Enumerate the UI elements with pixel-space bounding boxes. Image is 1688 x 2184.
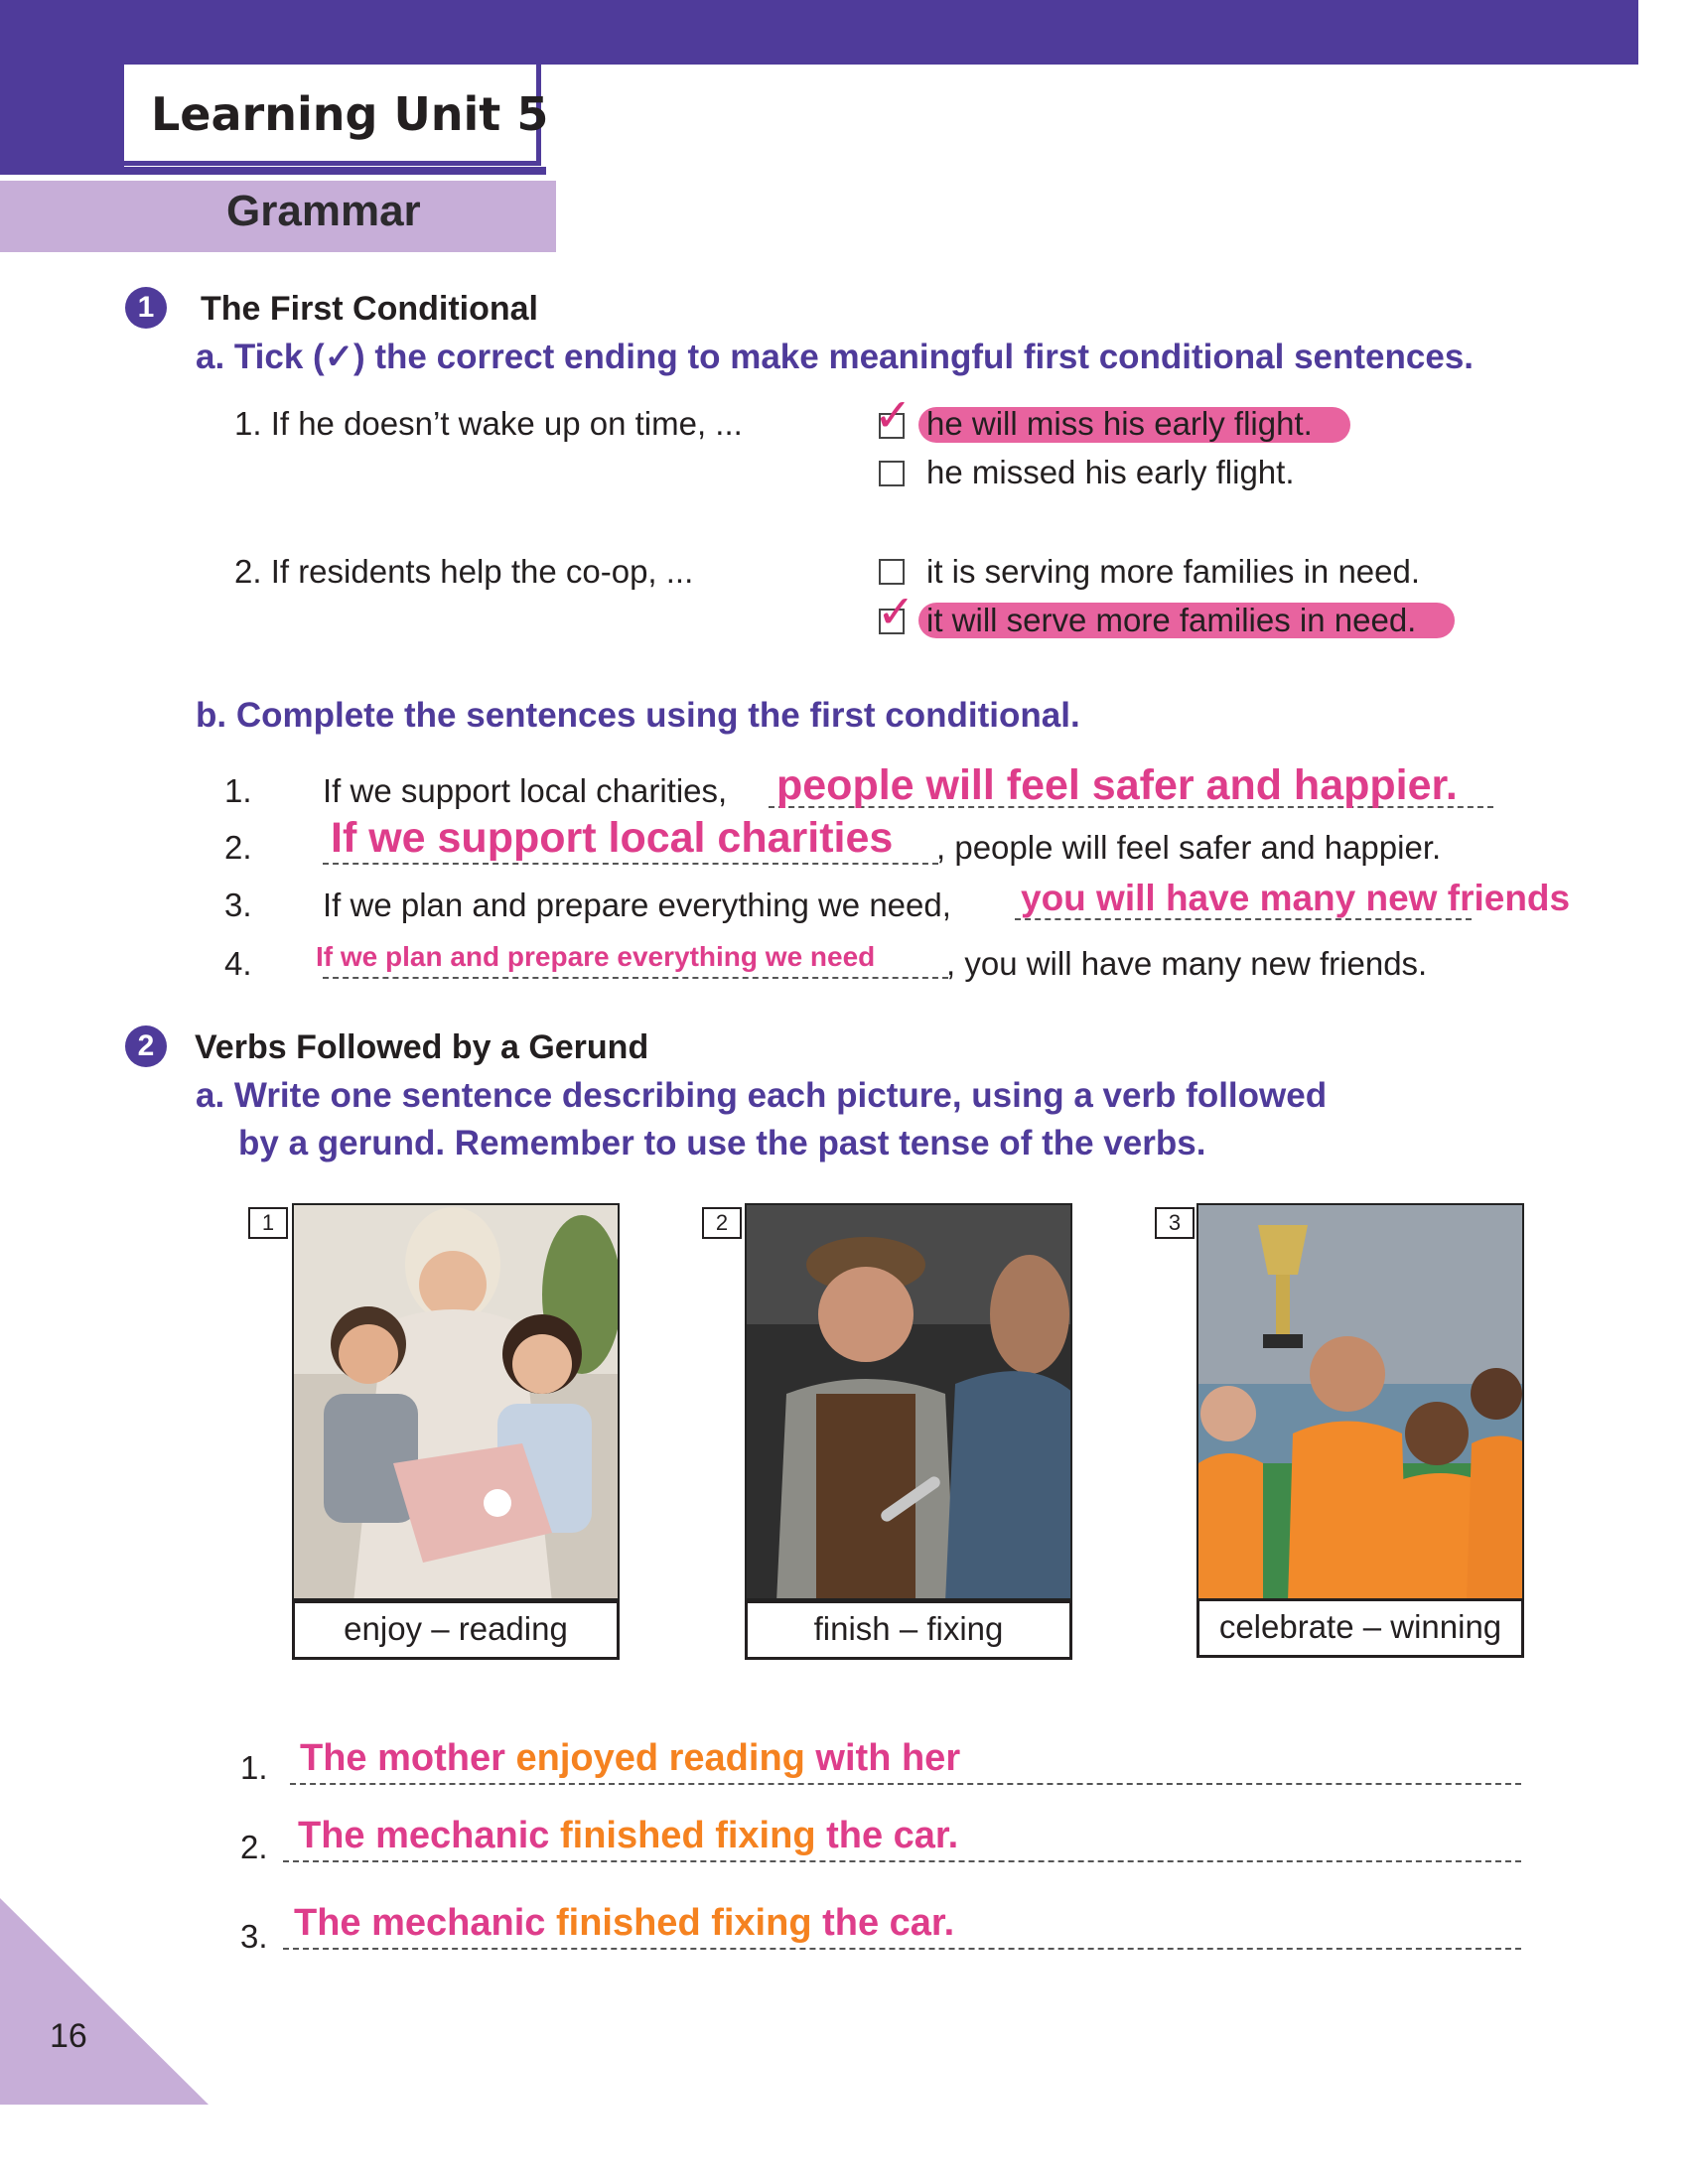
- answer-line: [290, 1783, 1521, 1785]
- sentence-suffix: , people will feel safer and happier.: [936, 829, 1442, 866]
- picture-caption: enjoy – reading: [292, 1600, 620, 1660]
- option-text: he will miss his early flight.: [926, 405, 1313, 442]
- tick-mark-icon: ✓: [877, 586, 915, 637]
- instruction-a: a. Tick (✓) the correct ending to make meaningful first conditional sentences.: [196, 338, 1475, 376]
- item-number: 2.: [224, 829, 252, 866]
- picture-caption: finish – fixing: [745, 1600, 1072, 1660]
- option-text: it is serving more families in need.: [926, 553, 1421, 590]
- handwritten-answer: you will have many new friends: [1021, 878, 1571, 918]
- answer-part: with her: [804, 1737, 961, 1779]
- page-number: 16: [50, 2017, 87, 2055]
- banner-underline: [0, 167, 546, 175]
- sentence-prefix: If we support local charities,: [323, 772, 728, 809]
- banner-side-block: [0, 65, 124, 174]
- handwritten-answer: [298, 1815, 958, 1857]
- picture-number: 1: [248, 1207, 288, 1239]
- answer-gerund: finished fixing: [555, 1902, 812, 1944]
- item-number: 3.: [224, 887, 252, 923]
- instruction-a-line1: a. Write one sentence describing each picture, using a verb followed: [196, 1076, 1328, 1115]
- top-banner: [0, 0, 1638, 65]
- tick-mark-icon: ✓: [874, 389, 913, 441]
- answer-part: The mechanic: [294, 1902, 556, 1944]
- grammar-label: Grammar: [226, 187, 421, 235]
- answer-number: 3.: [240, 1918, 268, 1955]
- option-text: he missed his early flight.: [926, 454, 1295, 490]
- picture-football-team: [1196, 1203, 1524, 1600]
- section-title: Verbs Followed by a Gerund: [195, 1028, 649, 1066]
- instruction-b: b. Complete the sentences using the first conditional.: [196, 696, 1080, 735]
- section-title: The First Conditional: [201, 290, 538, 328]
- handwritten-answer: If we plan and prepare everything we need: [316, 941, 876, 972]
- question-stem: 2. If residents help the co-op, ...: [234, 553, 694, 590]
- item-number: 4.: [224, 945, 252, 982]
- answer-part: the car.: [815, 1815, 959, 1856]
- option-text: it will serve more families in need.: [926, 602, 1417, 638]
- answer-line: [283, 1948, 1521, 1950]
- unit-title: Learning Unit 5: [151, 87, 549, 141]
- handwritten-answer: [300, 1737, 960, 1780]
- answer-gerund: enjoyed reading: [515, 1737, 805, 1779]
- instruction-a-line2: by a gerund. Remember to use the past tense of the verbs.: [238, 1124, 1206, 1162]
- checkbox[interactable]: [879, 559, 905, 585]
- answer-part: the car.: [811, 1902, 955, 1944]
- page-corner-decoration: [0, 1898, 209, 2105]
- picture-mechanic: [745, 1203, 1072, 1600]
- handwritten-answer: [294, 1902, 954, 1945]
- answer-part: The mechanic: [298, 1815, 560, 1856]
- sentence-suffix: , you will have many new friends.: [946, 945, 1428, 982]
- answer-number: 1.: [240, 1749, 268, 1786]
- answer-gerund: finished fixing: [559, 1815, 816, 1856]
- handwritten-answer: If we support local charities: [331, 814, 894, 862]
- sentence-prefix: If we plan and prepare everything we need,: [323, 887, 951, 923]
- picture-caption: celebrate – winning: [1196, 1598, 1524, 1658]
- answer-line: [323, 977, 948, 979]
- picture-mother-reading: [292, 1203, 620, 1600]
- answer-line: [323, 863, 938, 865]
- picture-number: 3: [1155, 1207, 1195, 1239]
- item-number: 1.: [224, 772, 252, 809]
- handwritten-answer: people will feel safer and happier.: [776, 761, 1458, 809]
- section-number-badge: 2: [125, 1025, 167, 1067]
- picture-number: 2: [702, 1207, 742, 1239]
- answer-number: 2.: [240, 1829, 268, 1865]
- checkbox[interactable]: [879, 461, 905, 486]
- answer-line: [283, 1860, 1521, 1862]
- section-number-badge: 1: [125, 287, 167, 329]
- answer-part: The mother: [300, 1737, 516, 1779]
- question-stem: 1. If he doesn’t wake up on time, ...: [234, 405, 743, 442]
